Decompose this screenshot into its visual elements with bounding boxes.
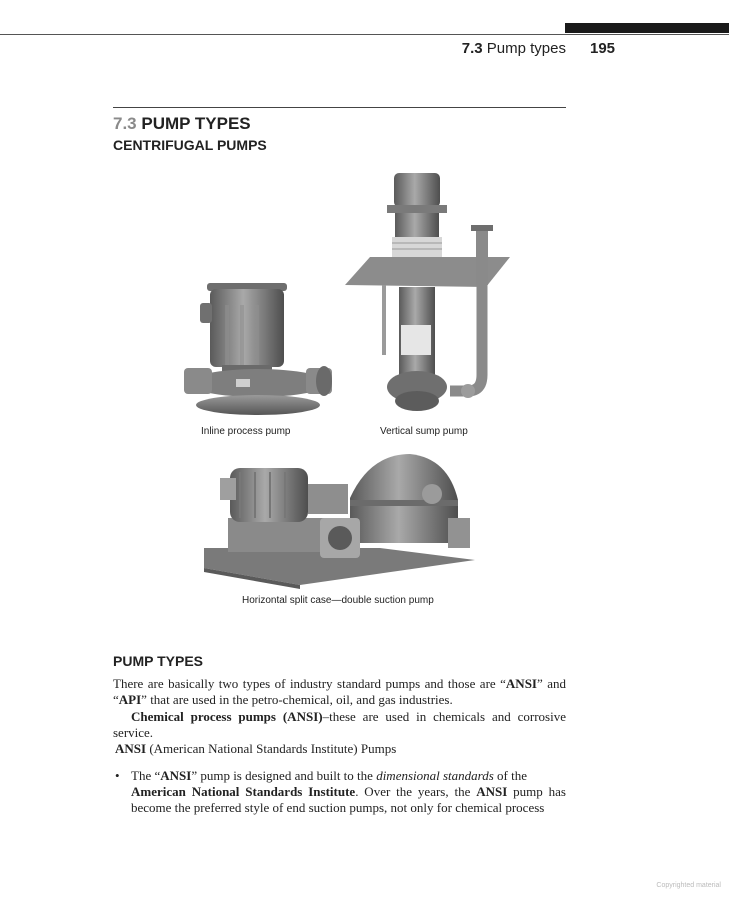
caption-inline-pump: Inline process pump	[201, 426, 291, 437]
section-number: 7.3	[113, 114, 137, 133]
page-number: 195	[590, 40, 616, 57]
section-rule	[113, 107, 566, 108]
paragraph-2-line-2: service.	[113, 725, 154, 740]
dimensional-standards-term: dimensional standards	[376, 768, 494, 783]
section-heading	[113, 114, 251, 134]
paragraph-1-line-2: “API” that are used in the petro-chemical, oil, and gas industries.	[113, 692, 453, 707]
bullet-line-2: American National Standards Institute. Over the years, the ANSI pump has	[131, 784, 566, 799]
chemical-process-term: Chemical process pumps (ANSI)	[131, 709, 323, 724]
pump-types-heading: PUMP TYPES	[113, 653, 203, 669]
api-term: API	[118, 692, 142, 707]
horizontal-pump-image	[200, 448, 480, 593]
ansi-term: ANSI	[505, 676, 537, 691]
caption-vertical-pump: Vertical sump pump	[380, 426, 468, 437]
running-section-number: 7.3	[461, 40, 483, 57]
paragraph-3: ANSI (American National Standards Institute) Pumps	[115, 741, 397, 756]
copyright-watermark: Copyrighted material	[656, 882, 721, 889]
section-title: PUMP TYPES	[141, 114, 251, 133]
bullet-marker: •	[115, 768, 120, 783]
caption-horizontal-pump: Horizontal split case—double suction pump	[242, 595, 434, 606]
running-section-title: Pump types	[486, 40, 566, 57]
running-head	[462, 40, 566, 57]
section-subtitle: CENTRIFUGAL PUMPS	[113, 137, 267, 153]
paragraph-1-line-1: There are basically two types of industry standard pumps and those are “ANSI” and	[113, 676, 567, 691]
vertical-pump-image	[345, 173, 510, 411]
bullet-line-3: become the preferred style of end suction pumps, not only for chemical process	[131, 800, 545, 815]
pump-figure-top	[170, 165, 515, 430]
header-bar	[565, 23, 729, 33]
inline-pump-image	[184, 283, 332, 415]
header-rule	[0, 34, 729, 35]
bullet-line-1: The “ANSI” pump is designed and built to the dimensional standards of the	[131, 768, 528, 783]
paragraph-2-line-1: Chemical process pumps (ANSI)–these are used in chemicals and corrosive	[131, 709, 566, 724]
